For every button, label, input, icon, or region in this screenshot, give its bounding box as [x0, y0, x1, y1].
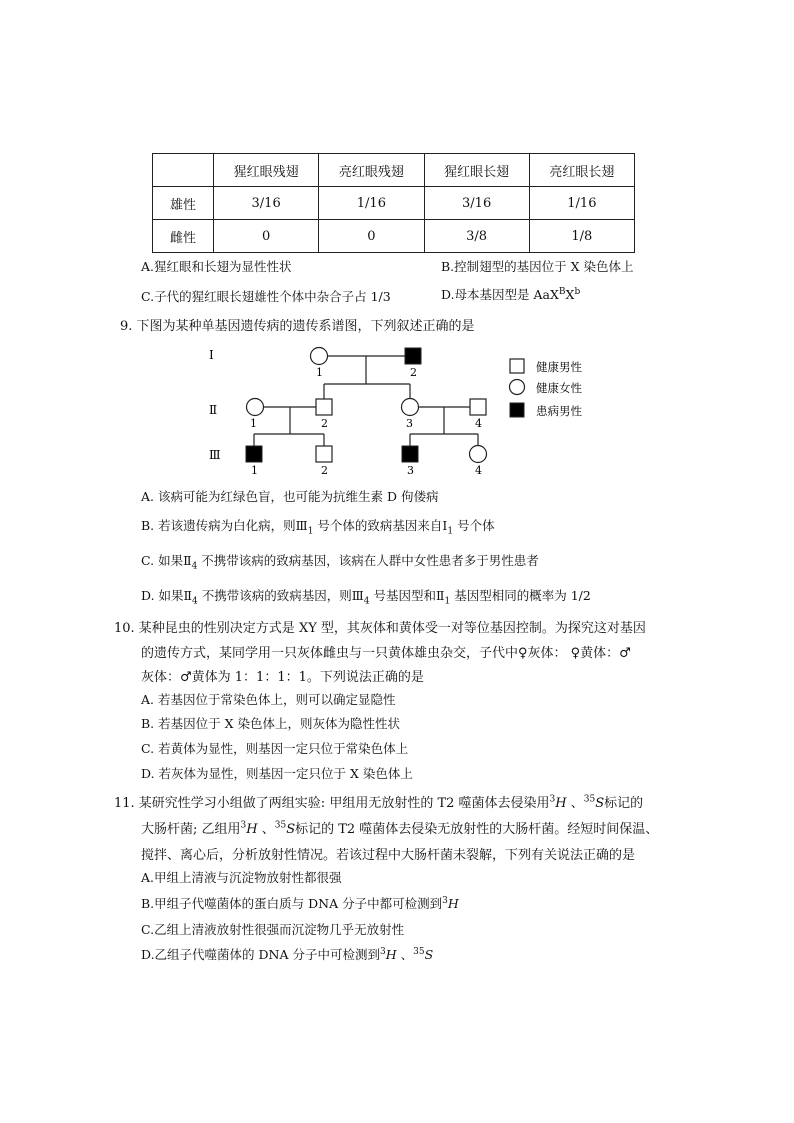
- q9-option-c: C. 如果$Ⅱ_4$ 不携带该病的致病基因，该病在人群中女性患者多于男性患者: [141, 553, 539, 572]
- q10-option-a: A. 若基因位于常染色体上，则可以确定显隐性: [141, 692, 396, 707]
- individual-number: 2: [321, 464, 328, 477]
- q10-option-d: D. 若灰体为显性，则基因一定只位于 X 染色体上: [141, 766, 413, 781]
- table-header-row: [153, 154, 635, 187]
- table-cell: 1/8: [529, 220, 634, 253]
- q11-stem-line1: 11. 某研究性学习小组做了两组实验: 甲组用无放射性的 T2 噬菌体去侵染用$^3$H 、$^{35}$S标记的: [114, 794, 644, 811]
- q11-option-b: B.甲组子代噬菌体的蛋白质与 DNA 分子中都可检测到$^3$H: [141, 895, 459, 911]
- generation-label: Ⅱ: [209, 403, 218, 417]
- q11-option-c: C.乙组上清液放射性很强而沉淀物几乎无放射性: [141, 922, 405, 937]
- q11-option-d: D.乙组子代噬菌体的 DNA 分子中可检测到$^3$H 、$^{35}$S: [141, 946, 434, 962]
- legend-affected-male-symbol: [510, 403, 524, 417]
- table-cell: 3/16: [424, 187, 529, 220]
- q10-option-c: C. 若黄体为显性，则基因一定只位于常染色体上: [141, 741, 409, 756]
- legend-healthy-female-symbol: [510, 380, 525, 395]
- generation-label: Ⅲ: [209, 448, 221, 462]
- q10-stem-line1: 10. 某种昆虫的性别决定方式是 XY 型，其灰体和黄体受一对等位基因控制。为探究这对基因: [114, 621, 646, 636]
- table-cell: 1/16: [529, 187, 634, 220]
- pedigree-chart: [200, 340, 620, 480]
- legend-affected-male-label: 患病男性: [536, 404, 582, 418]
- table-header-cell: 猩红眼残翅: [214, 154, 319, 187]
- q11-stem-line3: 搅拌、离心后，分析放射性情况。若该过程中大肠杆菌未裂解，下列有关说法正确的是: [141, 848, 636, 863]
- q10-stem-line3: 灰体：♂黄体为 1：1：1：1。下列说法正确的是: [141, 670, 424, 685]
- q8-option-a: A.猩红眼和长翅为显性性状: [141, 259, 292, 274]
- q9-option-b: B. 若该遗传病为白化病，则$Ⅲ_1$ 号个体的致病基因来自$Ⅰ_1$ 号个体: [141, 518, 495, 537]
- pedigree-III3-affected-male: [402, 446, 418, 462]
- table-cell: 0: [319, 220, 424, 253]
- individual-number: 4: [475, 464, 482, 477]
- legend-healthy-male-label: 健康男性: [536, 360, 582, 374]
- generation-label: Ⅰ: [209, 348, 214, 362]
- legend-healthy-male-symbol: [510, 359, 524, 373]
- legend-healthy-female-label: 健康女性: [536, 381, 582, 395]
- phenotype-table: [152, 153, 635, 253]
- table-header-cell: 猩红眼长翅: [424, 154, 529, 187]
- individual-number: 3: [407, 464, 414, 477]
- q8-option-d: D.母本基因型是 $AaX^BX^b$: [441, 286, 581, 302]
- individual-number: 1: [250, 417, 257, 430]
- pedigree-III1-affected-male: [246, 446, 262, 462]
- pedigree-III4-healthy-female: [470, 446, 487, 463]
- pedigree-II1-healthy-female: [247, 399, 264, 416]
- table-cell: 3/8: [424, 220, 529, 253]
- pedigree-II3-healthy-female: [402, 399, 419, 416]
- table-row-label: 雄性: [153, 187, 214, 220]
- table-row-label: 雌性: [153, 220, 214, 253]
- q11-stem-line2: 大肠杆菌; 乙组用$^3$H 、$^{35}$S标记的 T2 噬菌体去侵染无放射性的大肠杆菌。经短时间保温、: [141, 820, 659, 837]
- table-cell: 3/16: [214, 187, 319, 220]
- individual-number: 3: [406, 417, 413, 430]
- q9-stem: 9. 下图为某种单基因遗传病的遗传系谱图，下列叙述正确的是: [120, 319, 475, 334]
- pedigree-II2-healthy-male: [316, 399, 332, 415]
- table-header-cell: 亮红眼残翅: [319, 154, 424, 187]
- q10-option-b: B. 若基因位于 X 染色体上，则灰体为隐性性状: [141, 716, 400, 731]
- table-row: [153, 220, 635, 253]
- q10-stem-line2: 的遗传方式，某同学用一只灰体雌虫与一只黄体雄虫杂交，子代中♀灰体： ♀黄体：♂: [141, 646, 631, 661]
- q9-option-d: D. 如果$Ⅱ_4$ 不携带该病的致病基因，则$Ⅲ_4$ 号基因型和$Ⅱ_1$ 基因型相同的概率为 1/2: [141, 588, 591, 607]
- q8-option-b: B.控制翅型的基因位于 X 染色体上: [441, 259, 634, 274]
- individual-number: 1: [316, 366, 323, 379]
- q11-option-a: A.甲组上清液与沉淀物放射性都很强: [141, 870, 342, 885]
- table-cell: 1/16: [319, 187, 424, 220]
- q8-option-c: C.子代的猩红眼长翅雄性个体中杂合子占 1/3: [141, 289, 391, 304]
- individual-number: 1: [251, 464, 258, 477]
- q9-option-a: A. 该病可能为红绿色盲，也可能为抗维生素 D 佝偻病: [141, 489, 439, 504]
- table-header-cell: [153, 154, 214, 187]
- individual-number: 4: [475, 417, 482, 430]
- pedigree-II4-healthy-male: [470, 399, 486, 415]
- individual-number: 2: [321, 417, 328, 430]
- table-cell: 0: [214, 220, 319, 253]
- pedigree-I2-affected-male: [405, 348, 421, 364]
- individual-number: 2: [410, 366, 417, 379]
- table-row: [153, 187, 635, 220]
- pedigree-I1-healthy-female: [311, 348, 328, 365]
- pedigree-III2-healthy-male: [316, 446, 332, 462]
- table-header-cell: 亮红眼长翅: [529, 154, 634, 187]
